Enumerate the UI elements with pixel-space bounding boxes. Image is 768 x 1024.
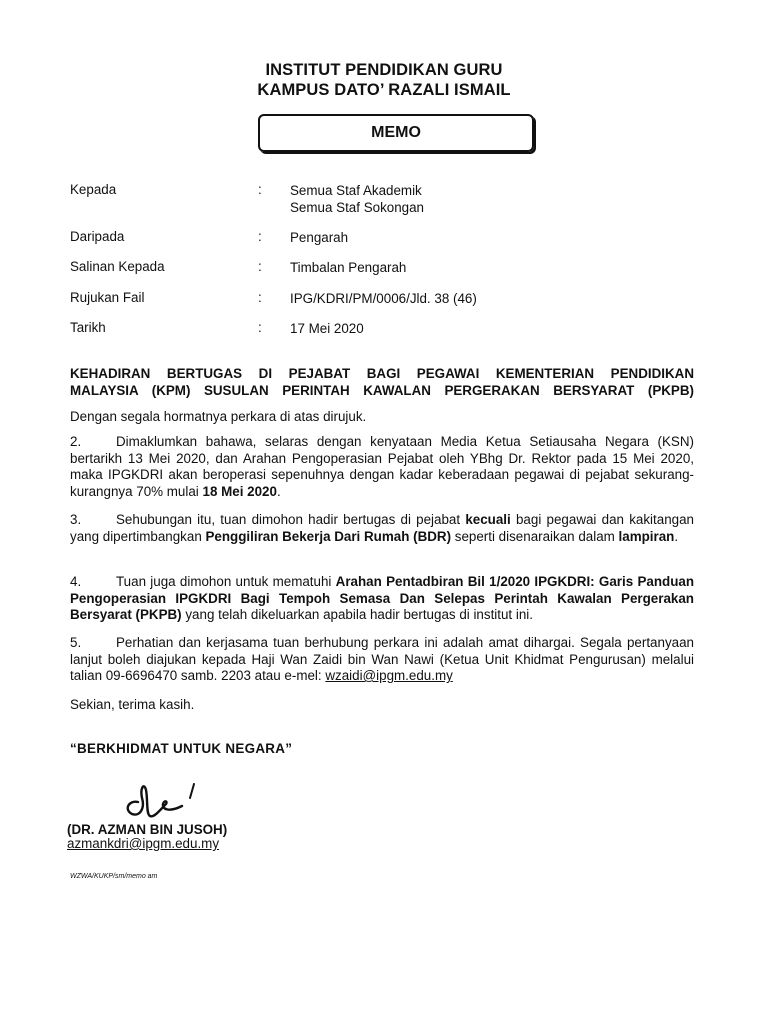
paragraph-end: . (276, 483, 281, 499)
effective-date: 18 Mei 2020 (202, 483, 277, 499)
closing-line: Sekian, terima kasih. (70, 697, 195, 712)
paragraph-text: Sehubungan itu, tuan dimohon hadir bertugas di pejabat (116, 512, 466, 527)
field-label: Rujukan Fail (70, 290, 145, 305)
field-value: Timbalan Pengarah (290, 260, 407, 275)
contact-email-link[interactable]: wzaidi@ipgm.edu.my (325, 668, 453, 683)
paragraph-text: Dimaklumkan bahawa, selaras dengan kenyataan Media Ketua Setiausaha Negara (KSN) bertarikh 13 Mei 2020, dan Arahan Pengoperasian Pejabat oleh YBhg Dr. Rektor pada 15 Mei 2020, maka IPGKDRI akan beroperasi sepenuhnya dengan kadar keberadaan pegawai di pejabat sekurang-kurangnya 70% mulai (70, 434, 694, 499)
recipient-academic: Semua Staf Akademik (290, 183, 422, 198)
field-value: Pengarah (290, 230, 349, 245)
paragraph-text: Perhatian dan kerjasama tuan berhubung perkara ini adalah amat dihargai. Segala pertanyaan lanjut boleh diajukan kepada Haji Wan Zaidi bin Wan Nawi (Ketua Unit Khidmat Pengurusan) melalui talian 09-6696470 samb. 2203 atau e-mel: (70, 635, 694, 683)
field-colon: : (258, 229, 262, 244)
field-colon: : (258, 320, 262, 335)
paragraph-text: yang telah dikeluarkan apabila hadir bertugas di institut ini. (181, 607, 533, 622)
paragraph-text: seperti disenaraikan dalam (451, 528, 619, 544)
letterhead (0, 60, 768, 100)
paragraph-number: 2. (70, 434, 82, 449)
paragraph-2 (70, 434, 694, 500)
institution-name: INSTITUT PENDIDIKAN GURU (265, 61, 503, 79)
signer-name: (DR. AZMAN BIN JUSOH) (67, 822, 228, 837)
field-label: Daripada (70, 229, 125, 244)
opening-line: Dengan segala hormatnya perkara di atas dirujuk. (70, 409, 367, 424)
reference-code: WZWA/KUKP/sm/memo am (70, 873, 158, 880)
paragraph-number: 3. (70, 512, 82, 527)
paragraph-number: 5. (70, 635, 82, 650)
slogan: “BERKHIDMAT UNTUK NEGARA” (70, 741, 293, 756)
recipient-support: Semua Staf Sokongan (290, 200, 424, 215)
field-value (290, 182, 424, 216)
field-value: 17 Mei 2020 (290, 321, 364, 336)
subject-line-2: MALAYSIA (KPM) SUSULAN PERINTAH KAWALAN PERGERAKAN BERSYARAT (PKPB) (70, 383, 694, 398)
field-label: Tarikh (70, 320, 106, 335)
field-colon: : (258, 182, 262, 197)
paragraph-number: 4. (70, 574, 82, 589)
emphasis-bdr: Penggiliran Bekerja Dari Rumah (BDR) (205, 528, 452, 544)
field-colon: : (258, 290, 262, 305)
field-value: IPG/KDRI/PM/0006/Jld. 38 (46) (290, 291, 477, 306)
emphasis-kecuali: kecuali (465, 512, 511, 527)
emphasis-arahan: Arahan Pentadbiran Bil 1/2020 IPGKDRI: Garis Panduan Pengoperasian IPGKDRI Bagi Tempoh Semasa Dan Selepas Perintah Kawalan Pergerakan Bersyarat (PKPB) (70, 574, 694, 622)
field-label: Kepada (70, 182, 117, 197)
paragraph-3 (70, 512, 694, 545)
memo-title: MEMO (371, 124, 421, 141)
paragraph-4 (70, 574, 694, 624)
paragraph-end: . (674, 528, 679, 544)
signer-email-link[interactable]: azmankdri@ipgm.edu.my (67, 836, 220, 851)
subject-line-1: KEHADIRAN BERTUGAS DI PEJABAT BAGI PEGAWAI KEMENTERIAN PENDIDIKAN (70, 366, 694, 381)
emphasis-lampiran: lampiran (618, 528, 675, 544)
campus-name: KAMPUS DATO’ RAZALI ISMAIL (257, 81, 511, 99)
field-colon: : (258, 259, 262, 274)
paragraph-text: bagi pegawai dan kakitangan yang dipertimbangkan (70, 512, 694, 544)
paragraph-5 (70, 635, 694, 685)
field-label: Salinan Kepada (70, 259, 165, 274)
paragraph-text: Tuan juga dimohon untuk mematuhi (116, 574, 336, 589)
memo-title-box (258, 114, 534, 152)
memo-subject (70, 365, 694, 399)
signature-icon (110, 770, 220, 830)
